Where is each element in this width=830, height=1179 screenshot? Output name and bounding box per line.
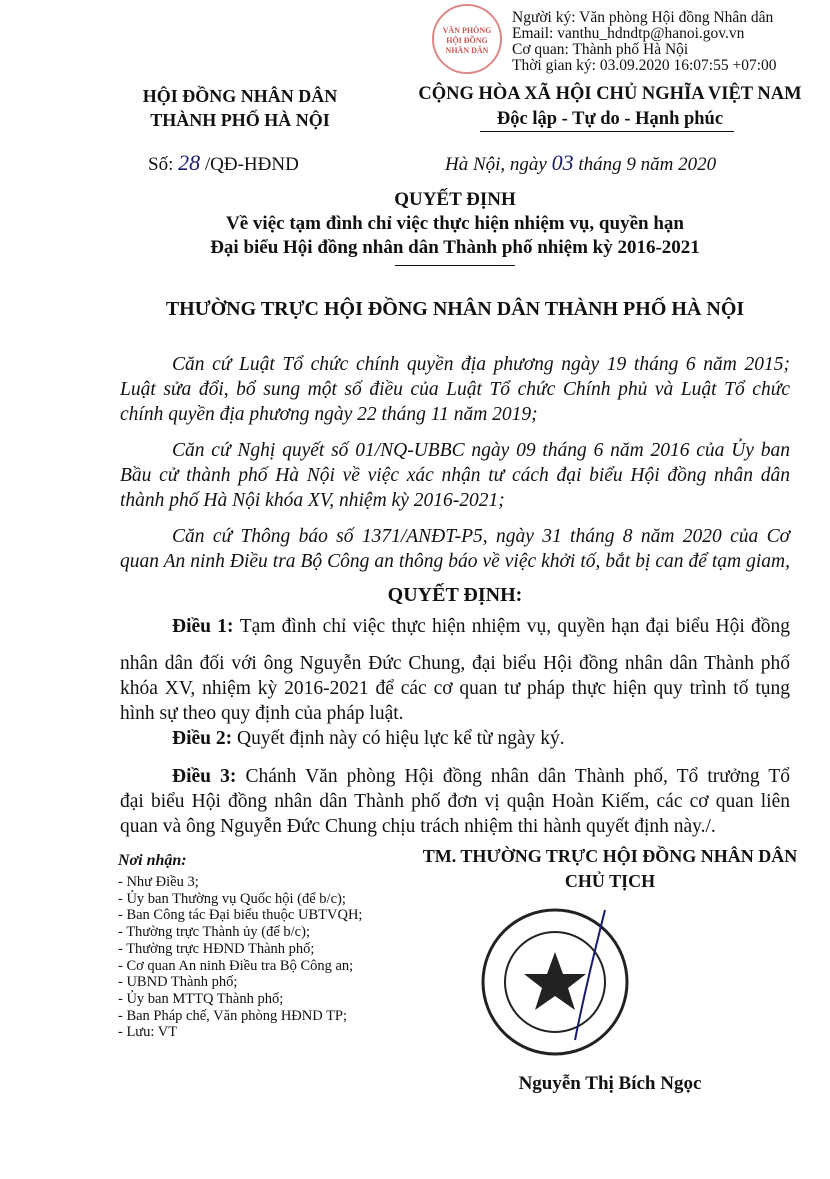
article-label: Điều 3: bbox=[172, 766, 237, 787]
org-line1: HỘI ĐỒNG NHÂN DÂN bbox=[142, 86, 338, 106]
digital-agency: Cơ quan: Thành phố Hà Nội bbox=[512, 41, 689, 58]
article-first-line bbox=[172, 766, 790, 788]
title-main: QUYẾT ĐỊNH bbox=[394, 189, 516, 210]
article-line: nhân dân đối với ông Nguyễn Đức Chung, đại biểu Hội đồng nhân dân Thành phố bbox=[120, 653, 790, 674]
nation-line2: Độc lập - Tự do - Hạnh phúc bbox=[496, 109, 724, 129]
digital-signer: Người ký: Văn phòng Hội đồng Nhân dân bbox=[512, 9, 774, 26]
number-suffix: /QĐ-HĐND bbox=[204, 154, 299, 175]
official-seal-stamp bbox=[455, 900, 665, 1080]
article-line: khóa XV, nhiệm kỳ 2016-2021 để các cơ quan tư pháp thực hiện quy trình tố tụng bbox=[120, 678, 790, 699]
signer-name: Nguyễn Thị Bích Ngọc bbox=[518, 1073, 702, 1094]
article-line: đại biểu Hội đồng nhân dân Thành phố đơn vị quận Hoàn Kiếm, các cơ quan liên bbox=[120, 791, 790, 812]
date-day-handwritten: 03 bbox=[551, 150, 574, 175]
date-prefix: Hà Nội, ngày bbox=[445, 154, 547, 175]
article-label: Điều 1: bbox=[172, 616, 234, 637]
date-suffix: tháng 9 năm 2020 bbox=[578, 154, 717, 175]
title-sub1: Về việc tạm đình chỉ việc thực hiện nhiệm vụ, quyền hạn bbox=[226, 213, 684, 234]
digital-email: Email: vanthu_hdndtp@hanoi.gov.vn bbox=[512, 25, 745, 42]
recipients-heading: Nơi nhận: bbox=[118, 852, 187, 869]
article-line: hình sự theo quy định của pháp luật. bbox=[120, 703, 404, 724]
org-line2: THÀNH PHỐ HÀ NỘI bbox=[150, 110, 330, 130]
recipient-item: - UBND Thành phố; bbox=[118, 974, 238, 991]
title-sub2: Đại biểu Hội đồng nhân dân Thành phố nhiệm kỳ 2016-2021 bbox=[210, 237, 700, 258]
recipient-item: - Lưu: VT bbox=[118, 1024, 178, 1041]
seal-text: VĂN PHÒNG bbox=[442, 26, 492, 35]
signature-position: CHỦ TỊCH bbox=[564, 871, 656, 891]
preamble-line: chính quyền địa phương ngày 22 tháng 11 năm 2019; bbox=[120, 404, 538, 425]
document-number bbox=[148, 150, 299, 176]
preamble-line: Căn cứ Thông báo số 1371/ANĐT-P5, ngày 31 tháng 8 năm 2020 của Cơ bbox=[172, 526, 790, 547]
preamble-line: quan An ninh Điều tra Bộ Công an thông báo về việc khởi tố, bắt bị can để tạm giam, bbox=[120, 551, 790, 572]
recipient-item: - Thường trực HĐND Thành phố; bbox=[118, 940, 315, 957]
digital-time: Thời gian ký: 03.09.2020 16:07:55 +07:00 bbox=[512, 57, 777, 74]
number-prefix: Số: bbox=[148, 154, 174, 175]
title-underline bbox=[395, 265, 515, 266]
preamble-line: Luật sửa đổi, bổ sung một số điều của Luật Tổ chức Chính phủ và Luật Tổ chức bbox=[120, 379, 790, 400]
digital-signature-seal bbox=[432, 4, 502, 74]
star-emblem-icon bbox=[524, 952, 586, 1010]
preamble-line: Căn cứ Nghị quyết số 01/NQ-UBBC ngày 09 tháng 6 năm 2016 của Ủy ban bbox=[172, 440, 790, 461]
article-line: quan và ông Nguyễn Đức Chung chịu trách nhiệm thi hành quyết định này./. bbox=[120, 816, 716, 837]
document-date bbox=[445, 150, 716, 176]
preamble-line: Căn cứ Luật Tổ chức chính quyền địa phương ngày 19 tháng 6 năm 2015; bbox=[172, 354, 790, 375]
article-text: Quyết định này có hiệu lực kể từ ngày ký. bbox=[237, 728, 565, 749]
issuing-authority: THƯỜNG TRỰC HỘI ĐỒNG NHÂN DÂN THÀNH PHỐ HÀ NỘI bbox=[165, 298, 745, 320]
number-handwritten: 28 bbox=[178, 150, 201, 175]
recipient-item: - Ban Pháp chế, Văn phòng HĐND TP; bbox=[118, 1007, 348, 1024]
decision-heading: QUYẾT ĐỊNH: bbox=[387, 584, 523, 606]
seal-text: HỘI ĐỒNG bbox=[446, 36, 488, 45]
seal-text: NHÂN DÂN bbox=[445, 46, 489, 55]
preamble-line: thành phố Hà Nội khóa XV, nhiệm kỳ 2016-2021; bbox=[120, 490, 505, 511]
recipient-item: - Như Điều 3; bbox=[118, 874, 199, 890]
signature-title: TM. THƯỜNG TRỰC HỘI ĐỒNG NHÂN DÂN bbox=[422, 846, 798, 866]
article-first-line bbox=[172, 728, 790, 750]
article-text: Tạm đình chỉ việc thực hiện nhiệm vụ, quyền hạn đại biểu Hội đồng bbox=[239, 616, 790, 637]
motto-underline bbox=[480, 131, 734, 132]
recipient-item: - Ủy ban Thường vụ Quốc hội (để b/c); bbox=[118, 890, 346, 907]
recipient-item: - Cơ quan An ninh Điều tra Bộ Công an; bbox=[118, 957, 354, 974]
recipient-item: - Ủy ban MTTQ Thành phố; bbox=[118, 990, 284, 1007]
recipient-item: - Thường trực Thành ủy (để b/c); bbox=[118, 924, 310, 941]
article-label: Điều 2: bbox=[172, 728, 233, 749]
article-first-line bbox=[172, 616, 790, 638]
recipient-item: - Ban Công tác Đại biểu thuộc UBTVQH; bbox=[118, 907, 363, 924]
article-text: Chánh Văn phòng Hội đồng nhân dân Thành phố, Tổ trưởng Tổ bbox=[245, 766, 791, 787]
nation-line1: CỘNG HÒA XÃ HỘI CHỦ NGHĨA VIỆT NAM bbox=[418, 84, 802, 104]
preamble-line: Bầu cử thành phố Hà Nội về việc xác nhận tư cách đại biểu Hội đồng nhân dân bbox=[120, 465, 790, 486]
